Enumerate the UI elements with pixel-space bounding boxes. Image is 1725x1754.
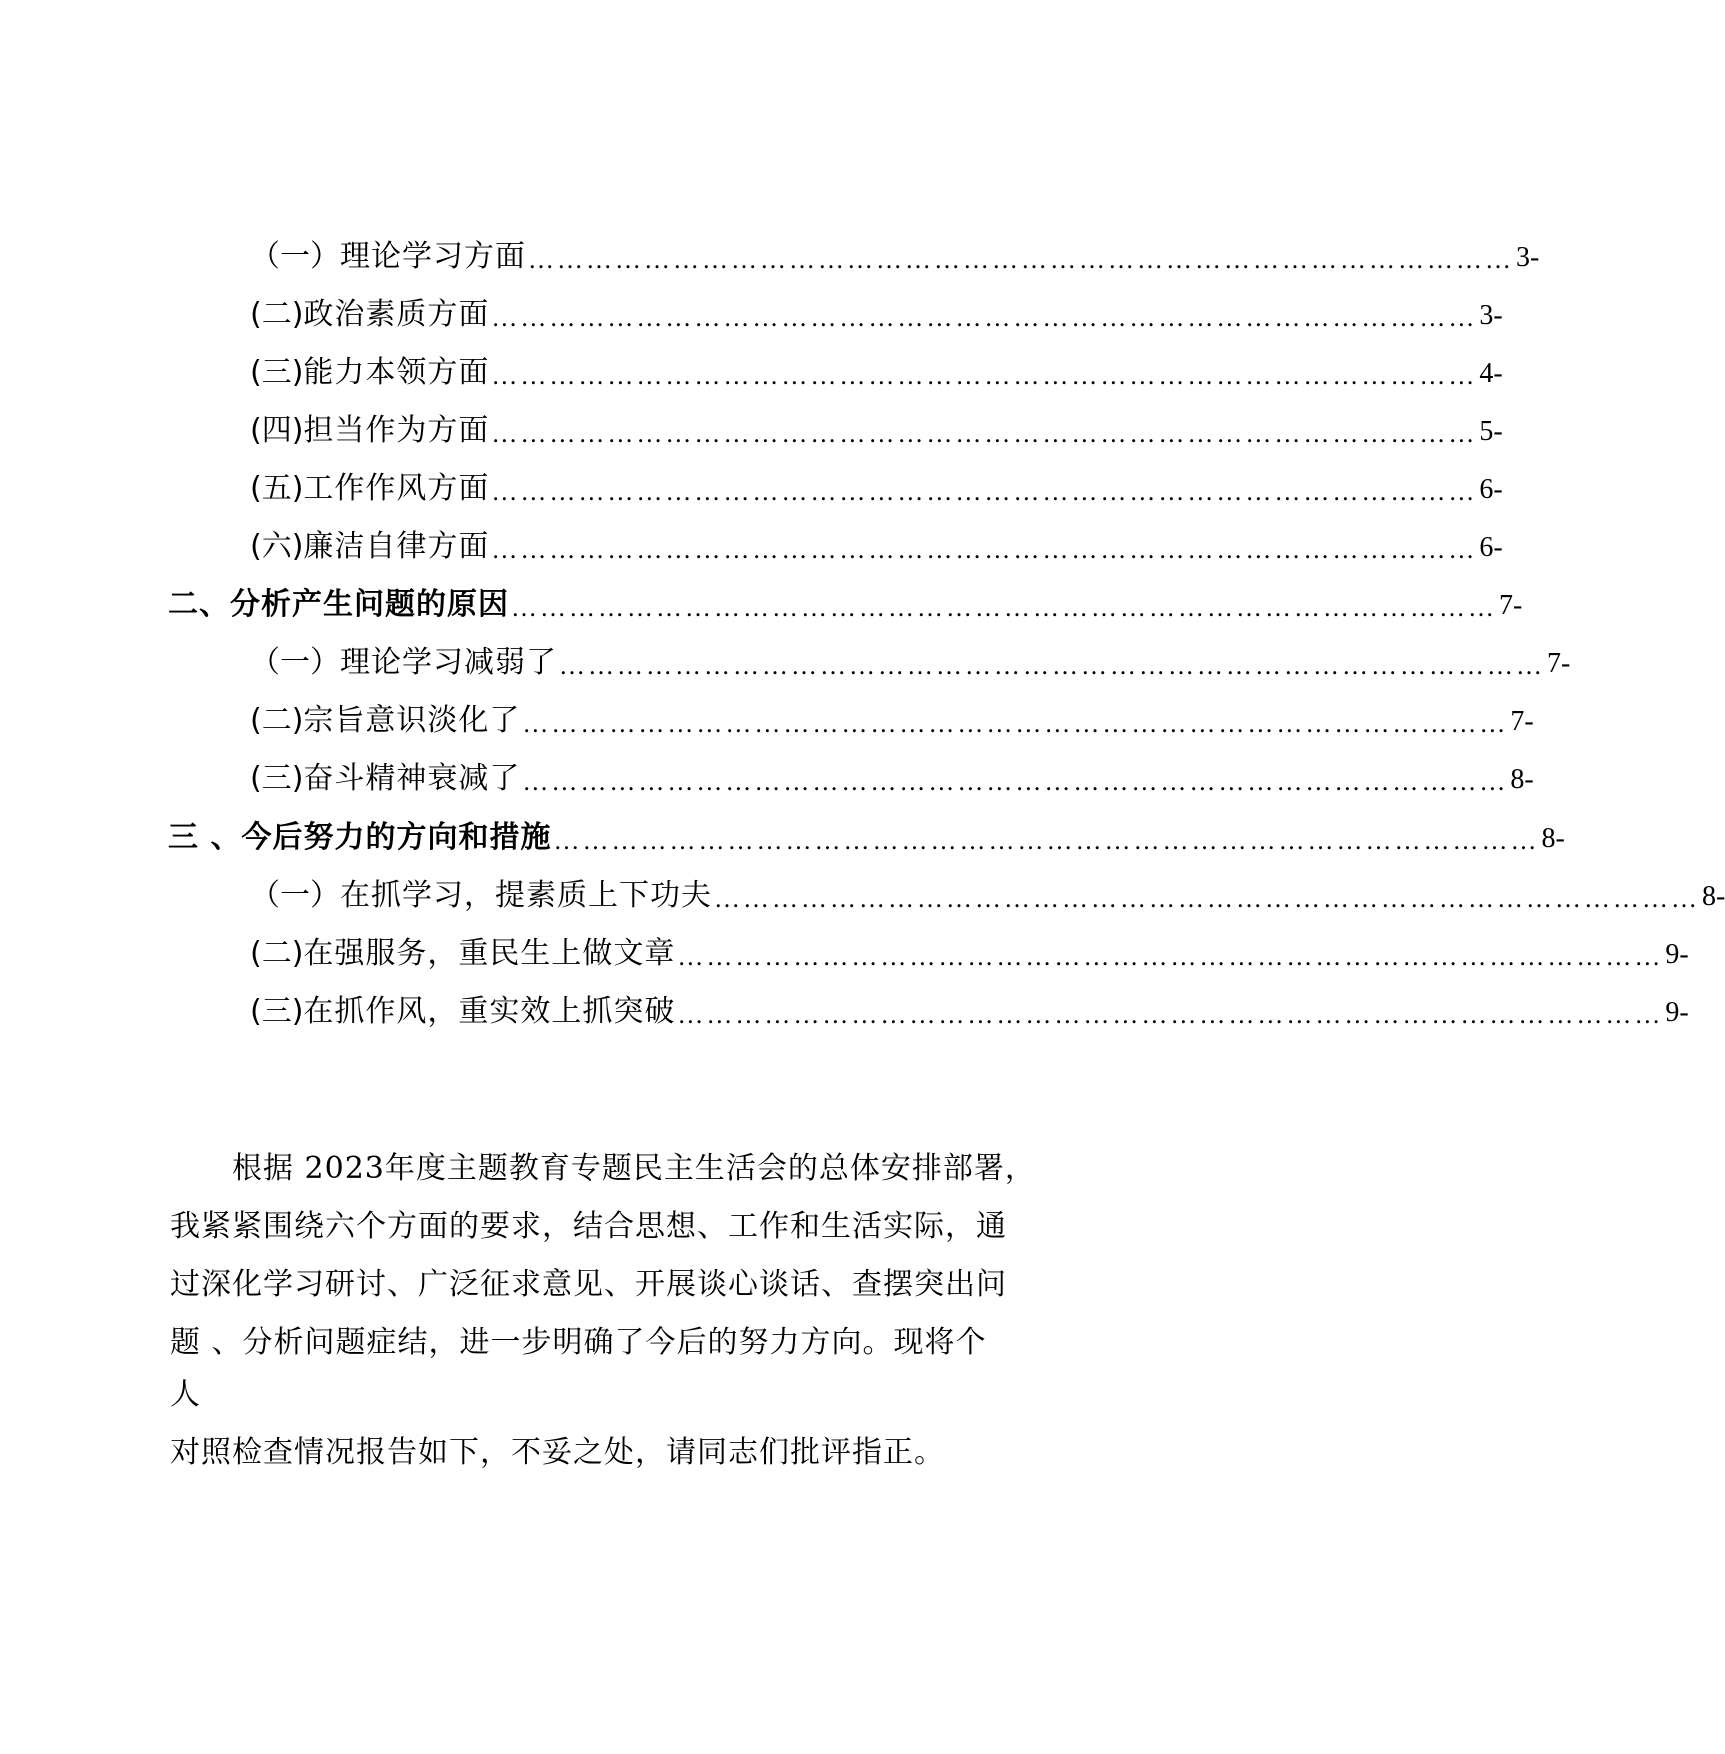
- toc-entry-page: 3-: [1516, 242, 1540, 273]
- toc-entry-page: 6-: [1479, 532, 1503, 563]
- body-line: 我紧紧围绕六个方面的要求，结合思想、工作和生活实际，通: [170, 1209, 1007, 1244]
- toc-entry-page: 7-: [1547, 648, 1571, 679]
- toc-entry-page: 3-: [1479, 300, 1503, 331]
- toc-entry-title: 在抓作风，重实效上抓突破: [303, 994, 676, 1029]
- body-line: 人: [170, 1377, 201, 1412]
- toc-entry-number: （一）: [250, 239, 340, 274]
- toc-entry[interactable]: [250, 989, 1689, 1035]
- toc-entry-page: 7-: [1499, 590, 1523, 621]
- toc-entry-number: （一）: [250, 645, 340, 680]
- toc-entry-page: 9-: [1665, 997, 1689, 1028]
- toc-entry-number: (三): [250, 355, 304, 390]
- toc-entry-title: 政治素质方面: [303, 297, 490, 332]
- toc-entry-page: 4-: [1479, 358, 1503, 389]
- toc-dot-leader: …………………………………………………………………………………………: [553, 826, 1540, 855]
- toc-entry-page: 8-: [1510, 764, 1534, 795]
- toc-entry[interactable]: [250, 234, 1540, 280]
- toc-dot-leader: …………………………………………………………………………………………: [491, 477, 1478, 506]
- toc-entry-number: (二): [250, 936, 304, 971]
- toc-entry-title: 在抓学习，提素质上下功夫: [340, 878, 712, 913]
- toc-dot-leader: …………………………………………………………………………………………: [528, 245, 1514, 274]
- toc-entry-title: 二、分析产生问题的原因: [168, 587, 509, 622]
- toc-entry-page: 8-: [1541, 823, 1565, 854]
- toc-entry-page: 7-: [1510, 706, 1534, 737]
- toc-entry-title: 理论学习减弱了: [340, 645, 557, 680]
- toc-dot-leader: …………………………………………………………………………………………: [491, 361, 1478, 390]
- toc-dot-leader: …………………………………………………………………………………………: [491, 535, 1478, 564]
- toc-entry-page: 6-: [1479, 474, 1503, 505]
- toc-entry-title: 三 、今后努力的方向和措施: [168, 820, 552, 855]
- toc-entry-title: 理论学习方面: [340, 239, 526, 274]
- toc-section-heading[interactable]: [168, 582, 1523, 628]
- toc-dot-leader: …………………………………………………………………………………………: [714, 884, 1700, 913]
- body-line: 题 、分析问题症结，进一步明确了今后的努力方向。现将个: [170, 1325, 987, 1360]
- toc-entry[interactable]: [250, 408, 1503, 454]
- toc-entry-number: (二): [250, 297, 304, 332]
- toc-entry-title: 廉洁自律方面: [303, 529, 490, 564]
- toc-dot-leader: …………………………………………………………………………………………: [677, 1000, 1664, 1029]
- toc-entry-number: (五): [250, 471, 304, 506]
- toc-entry[interactable]: [250, 292, 1503, 338]
- toc-entry-title: 在强服务，重民生上做文章: [303, 936, 676, 971]
- body-line: 对照检查情况报告如下，不妥之处，请同志们批评指正。: [170, 1435, 945, 1470]
- toc-entry-number: (三): [250, 761, 304, 796]
- toc-entry-number: (四): [250, 413, 304, 448]
- toc-entry[interactable]: [250, 466, 1503, 512]
- toc-dot-leader: …………………………………………………………………………………………: [491, 303, 1478, 332]
- toc-entry[interactable]: [250, 873, 1725, 919]
- toc-entry-title: 工作作风方面: [303, 471, 490, 506]
- toc-entry-number: （一）: [250, 878, 340, 913]
- toc-entry-title: 奋斗精神衰减了: [303, 761, 521, 796]
- toc-dot-leader: …………………………………………………………………………………………: [491, 419, 1478, 448]
- toc-entry-title: 能力本领方面: [303, 355, 490, 390]
- body-line: 根据 2023年度主题教育专题民主生活会的总体安排部署，: [170, 1151, 1036, 1186]
- toc-section-heading[interactable]: [168, 815, 1565, 861]
- toc-entry-page: 5-: [1479, 416, 1503, 447]
- toc-entry[interactable]: [250, 698, 1534, 744]
- toc-dot-leader: …………………………………………………………………………………………: [522, 767, 1509, 796]
- toc-entry[interactable]: [250, 931, 1689, 977]
- toc-dot-leader: …………………………………………………………………………………………: [511, 593, 1497, 622]
- toc-dot-leader: …………………………………………………………………………………………: [522, 709, 1509, 738]
- body-paragraph: [170, 1143, 1090, 1479]
- toc-entry-number: (六): [250, 529, 304, 564]
- toc-entry[interactable]: [250, 756, 1534, 802]
- toc-entry-number: (二): [250, 703, 304, 738]
- toc-dot-leader: …………………………………………………………………………………………: [559, 651, 1545, 680]
- toc-entry[interactable]: [250, 640, 1571, 686]
- toc-entry[interactable]: [250, 524, 1503, 570]
- toc-entry-title: 担当作为方面: [303, 413, 490, 448]
- toc-entry-page: 9-: [1665, 939, 1689, 970]
- toc-dot-leader: …………………………………………………………………………………………: [677, 942, 1664, 971]
- toc-entry-number: (三): [250, 994, 304, 1029]
- body-line: 过深化学习研讨、广泛征求意见、开展谈心谈话、查摆突出问: [170, 1267, 1007, 1302]
- toc-entry-page: 8-: [1702, 881, 1725, 912]
- toc-entry[interactable]: [250, 350, 1503, 396]
- toc-entry-title: 宗旨意识淡化了: [303, 703, 521, 738]
